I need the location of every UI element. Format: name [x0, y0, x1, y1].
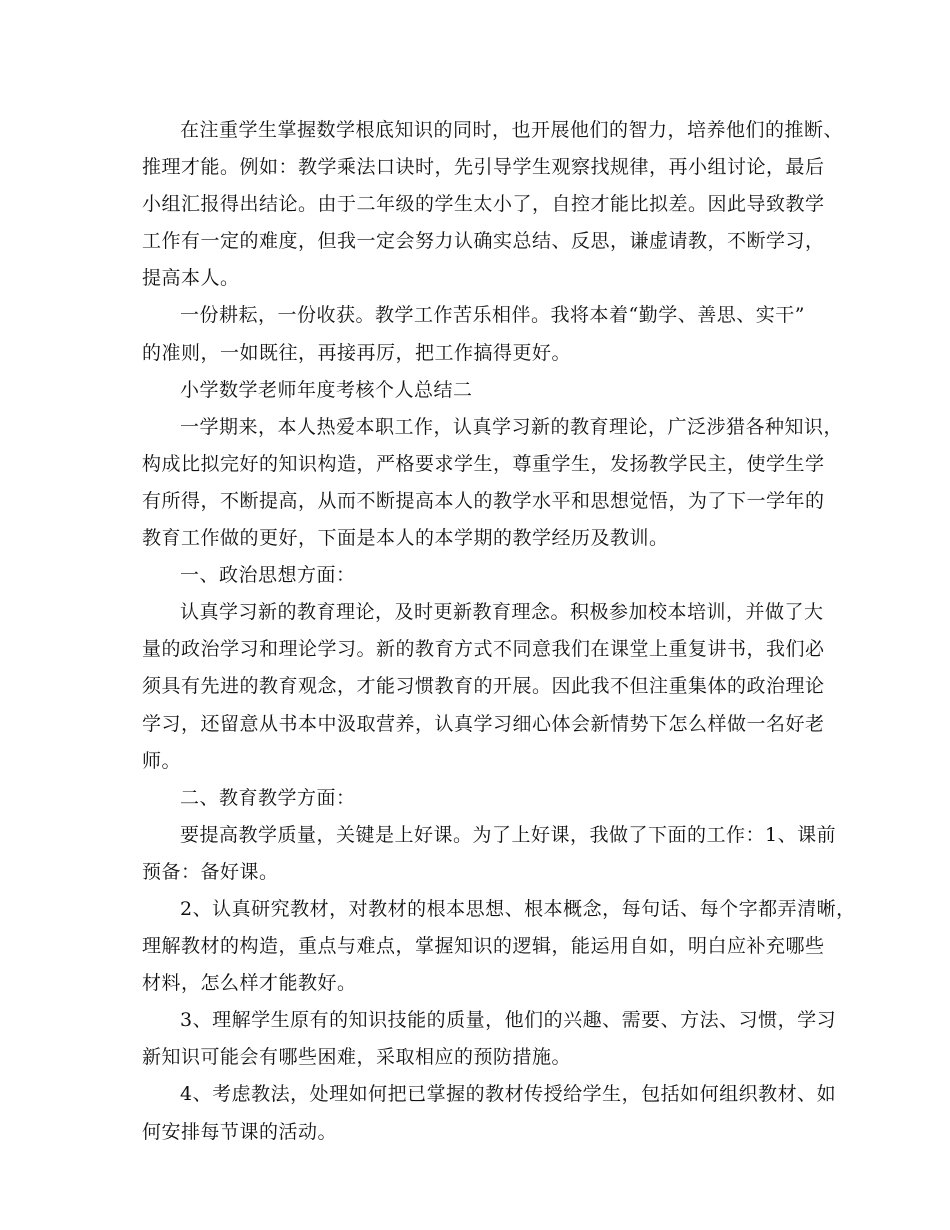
text-line: 何安排每节课的活动。 — [142, 1120, 338, 1143]
text-line: 须具有先进的教育观念，才能习惯教育的开展。因此我不但注重集体的政治理论 — [142, 675, 825, 698]
text-line: 一学期来，本人热爱本职工作，认真学习新的教育理论，广泛涉猎各种知识， — [180, 415, 844, 438]
text-line: 预备：备好课。 — [142, 860, 279, 883]
text-line: 材料，怎么样才能教好。 — [142, 972, 357, 995]
text-line: 理解教材的构造，重点与难点，掌握知识的逻辑，能运用自如，明白应补充哪些 — [142, 935, 825, 958]
text-line: 一、政治思想方面： — [180, 564, 356, 587]
text-line: 在注重学生掌握数学根底知识的同时，也开展他们的智力，培养他们的推断、 — [180, 119, 844, 141]
text-line: 构成比拟完好的知识构造，严格要求学生，尊重学生，发扬教学民主，使学生学 — [142, 452, 825, 475]
text-line: 3、理解学生原有的知识技能的质量，他们的兴趣、需要、方法、习惯，学习 — [180, 1009, 837, 1032]
text-line: 量的政治学习和理论学习。新的教育方式不同意我们在课堂上重复讲书，我们必 — [142, 638, 825, 661]
text-line: 二、教育教学方面： — [180, 786, 356, 809]
text-line: 一份耕耘，一份收获。教学工作苦乐相伴。我将本着“勤学、善思、实干” — [180, 304, 805, 327]
text-line: 的准则，一如既往，再接再厉，把工作搞得更好。 — [142, 341, 572, 364]
text-line: 学习，还留意从书本中汲取营养，认真学习细心体会新情势下怎么样做一名好老 — [142, 712, 825, 735]
text-line: 小学数学老师年度考核个人总结二 — [180, 378, 473, 401]
text-line: 工作有一定的难度，但我一定会努力认确实总结、反思，谦虚请教，不断学习， — [142, 230, 825, 253]
text-line: 小组汇报得出结论。由于二年级的学生太小了，自控才能比拟差。因此导致教学 — [142, 193, 825, 216]
text-line: 有所得，不断提高，从而不断提高本人的教学水平和思想觉悟，为了下一学年的 — [142, 489, 825, 512]
text-line: 认真学习新的教育理论，及时更新教育理念。积极参加校本培训，并做了大 — [180, 601, 824, 624]
text-line: 要提高教学质量，关键是上好课。为了上好课，我做了下面的工作：1、课前 — [180, 823, 837, 846]
text-line: 推理才能。例如：教学乘法口诀时，先引导学生观察找规律，再小组讨论，最后 — [142, 156, 825, 179]
text-line: 2、认真研究教材，对教材的根本思想、根本概念，每句话、每个字都弄清晰， — [180, 897, 856, 920]
text-line: 教育工作做的更好，下面是本人的本学期的教学经历及教训。 — [142, 527, 669, 550]
document-body — [142, 112, 856, 1151]
text-line: 新知识可能会有哪些困难，采取相应的预防措施。 — [142, 1046, 572, 1069]
text-line: 4、考虑教法，处理如何把已掌握的教材传授给学生，包括如何组织教材、如 — [180, 1083, 837, 1106]
text-line: 师。 — [142, 749, 182, 772]
text-line: 提高本人。 — [142, 267, 240, 290]
